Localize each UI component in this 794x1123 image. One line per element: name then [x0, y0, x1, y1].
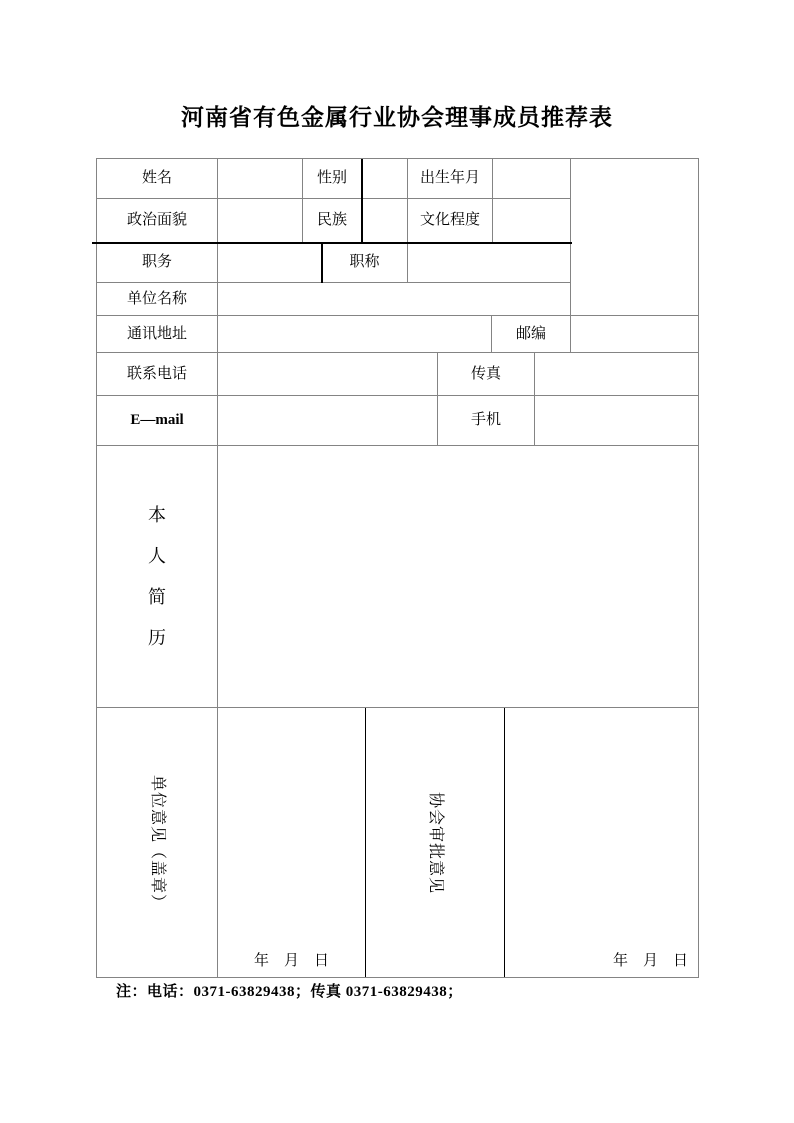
date-placeholder: 年 月 日: [253, 953, 329, 969]
unit-name-value-cell[interactable]: [218, 283, 571, 316]
email-label: E—mail: [97, 396, 218, 446]
gender-value-cell[interactable]: [362, 159, 408, 199]
phone-label: 联系电话: [97, 353, 218, 396]
phone-value-cell[interactable]: [218, 353, 438, 396]
postcode-value-cell[interactable]: [571, 316, 698, 353]
political-status-value-cell[interactable]: [218, 199, 303, 243]
recommendation-form-table: [96, 158, 699, 978]
position-label: 职务: [97, 243, 218, 283]
resume-content-cell[interactable]: [218, 446, 698, 708]
unit-name-label: 单位名称: [97, 283, 218, 316]
resume-label-char: 人: [148, 546, 166, 566]
job-title-value-cell[interactable]: [408, 243, 571, 283]
heavy-divider-vertical-gender: [361, 159, 363, 243]
ethnicity-value-cell[interactable]: [362, 199, 408, 243]
postcode-label: 邮编: [492, 316, 571, 353]
resume-label: [97, 446, 218, 708]
address-label: 通讯地址: [97, 316, 218, 353]
education-value-cell[interactable]: [493, 199, 571, 243]
birthdate-value-cell[interactable]: [493, 159, 571, 199]
unit-opinion-label-text: 单位意见（盖章）: [149, 774, 167, 911]
association-opinion-label: [366, 708, 505, 977]
resume-label-char: 简: [148, 587, 166, 607]
resume-label-char: 本: [148, 505, 166, 525]
unit-opinion-label: [97, 708, 218, 977]
fax-label: 传真: [438, 353, 535, 396]
photo-cell[interactable]: [571, 159, 698, 316]
heavy-divider-vertical-title: [321, 243, 323, 283]
association-opinion-label-text: 协会审批意见: [426, 791, 444, 894]
association-opinion-date-cell[interactable]: [505, 708, 698, 977]
date-placeholder: 年 月 日: [612, 953, 688, 969]
mobile-label: 手机: [438, 396, 535, 446]
name-label: 姓名: [97, 159, 218, 199]
position-value-cell[interactable]: [218, 243, 322, 283]
political-status-label: 政治面貌: [97, 199, 218, 243]
job-title-label: 职称: [322, 243, 408, 283]
unit-opinion-date-cell[interactable]: [218, 708, 366, 977]
footer-note: 注：电话：0371-63829438；传真 0371-63829438；: [116, 984, 463, 1000]
mobile-value-cell[interactable]: [535, 396, 698, 446]
birthdate-label: 出生年月: [408, 159, 493, 199]
heavy-divider-horizontal: [92, 242, 572, 244]
fax-value-cell[interactable]: [535, 353, 698, 396]
gender-label: 性别: [303, 159, 362, 199]
form-title: 河南省有色金属行业协会理事成员推荐表: [181, 105, 613, 130]
education-label: 文化程度: [408, 199, 493, 243]
address-value-cell[interactable]: [218, 316, 492, 353]
email-value-cell[interactable]: [218, 396, 438, 446]
resume-label-char: 历: [148, 628, 166, 648]
name-value-cell[interactable]: [218, 159, 303, 199]
ethnicity-label: 民族: [303, 199, 362, 243]
